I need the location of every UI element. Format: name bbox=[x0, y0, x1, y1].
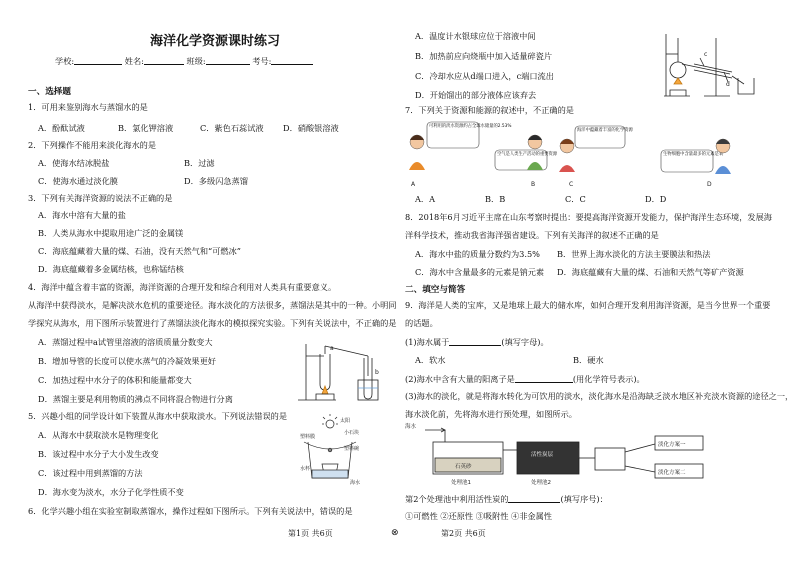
distillation-setup-figure bbox=[660, 28, 760, 100]
part-1: (1)海水属于 (填写字母)。 bbox=[405, 336, 549, 347]
name-input[interactable] bbox=[144, 56, 184, 65]
bubble-c: 海洋中蕴藏着丰富的化学资源 bbox=[577, 128, 633, 133]
option-b: B．增加导管的长度可以使水蒸气的冷凝效果更好 bbox=[38, 356, 216, 366]
seawater-pretreatment-figure bbox=[405, 422, 705, 488]
question-text: 洋科学技术，推动我省海洋强省建设。下列有关海洋的叙述不正确的是 bbox=[405, 230, 659, 240]
question-stem: 9．海洋是人类的宝库，又是地球上最大的储水库，如何合理开发利用海洋资源，是当今世界一个重要 bbox=[405, 300, 771, 310]
option-c: C．使海水通过淡化膜 bbox=[38, 176, 118, 186]
school-label: 学校: bbox=[55, 55, 75, 66]
question-text: 从海洋中获得淡水，是解决淡水危机的重要途径。海水淡化的方法很多，蒸馏法是其中的一种。小明同 bbox=[28, 300, 397, 310]
answer-blank-1[interactable] bbox=[449, 337, 501, 346]
label-plastic-film: 塑料膜 bbox=[300, 434, 316, 440]
option-a: A．海水中溶有大量的盐 bbox=[38, 210, 126, 220]
class-label: 班级: bbox=[186, 55, 206, 66]
name-label: 姓名: bbox=[124, 55, 144, 66]
option-d: D．D bbox=[645, 194, 667, 204]
question-stem: 6．化学兴趣小组在实验室制取蒸馏水，操作过程如下图所示。下列有关说法中，错误的是 bbox=[28, 506, 353, 516]
part-4: 第2个处理池中利用活性炭的 (填写序号)： bbox=[405, 493, 608, 504]
part-2: (2)海水中含有大量的阳离子是 (用化学符号表示)。 bbox=[405, 373, 645, 384]
solar-still-figure bbox=[300, 412, 368, 490]
option-c: C．紫色石蕊试液 bbox=[200, 123, 264, 133]
label-bowl: 塑料碗 bbox=[344, 446, 360, 452]
option-c: C．海底蕴藏着大量的煤、石油，没有天然气和“可燃冰” bbox=[38, 246, 241, 256]
person-c bbox=[559, 139, 575, 172]
question-text: 学探究从海水，用下图所示装置进行了蒸馏法淡化海水的模拟探究实验。下列有关说法中，不正确的是 bbox=[28, 318, 397, 328]
resources-dialogue-figure bbox=[405, 120, 735, 190]
option-c: C．加热过程中水分子的体积和能量都变大 bbox=[38, 375, 192, 385]
figure-label-d: D bbox=[707, 181, 712, 188]
option-b: B．B bbox=[485, 194, 506, 204]
label-pool-2: 处理池2 bbox=[531, 480, 551, 486]
section-heading: 一、选择题 bbox=[28, 87, 71, 97]
student-info-line bbox=[55, 56, 313, 65]
distillation-apparatus-figure bbox=[292, 336, 384, 404]
option-d: D．海底蕴藏有大量的煤、石油和天然气等矿产资源 bbox=[557, 267, 744, 277]
option-a: A．使海水结冰脱盐 bbox=[38, 158, 110, 168]
label-plan-2: 淡化方案二 bbox=[658, 470, 686, 476]
figure-label-c: C bbox=[569, 181, 574, 188]
option-b: B．人类从海水中提取用途广泛的金属镁 bbox=[38, 228, 184, 238]
options-list: ①可燃性 ②还原性 ③吸附性 ④非金属性 bbox=[405, 511, 552, 521]
label-c: c bbox=[704, 51, 708, 58]
label-a: a bbox=[330, 345, 334, 352]
option-d: D．蒸馏主要是利用物质的沸点不同将混合物进行分离 bbox=[38, 394, 233, 404]
label-sun: 太阳 bbox=[340, 418, 351, 424]
label-seawater: 海水 bbox=[350, 480, 361, 486]
number-input[interactable] bbox=[271, 56, 313, 65]
question-stem: 7．下列关于资源和能源的叙述中，不正确的是 bbox=[405, 105, 574, 115]
option-a: A．软水 bbox=[415, 355, 446, 365]
label-b: b bbox=[375, 369, 379, 376]
label-activated-carbon: 活性炭层 bbox=[531, 452, 554, 458]
school-input[interactable] bbox=[74, 56, 122, 65]
right-page bbox=[397, 0, 794, 561]
option-b: B．该过程中水分子大小发生改变 bbox=[38, 449, 159, 459]
option-b: B．加热前应向烧瓶中加入适量碎瓷片 bbox=[415, 51, 553, 61]
section-heading: 二、填空与简答 bbox=[405, 285, 466, 295]
question-stem: 4．海洋中蕴含着丰富的资源，海洋资源的合理开发和综合利用对人类具有重要意义。 bbox=[28, 282, 337, 292]
part-3: (3)海水的淡化，就是将海水转化为可饮用的淡水，淡化海水是沿海缺乏淡水地区补充淡水资源的途径之一， bbox=[405, 391, 794, 401]
option-a: A．蒸馏过程中a试管里溶液的溶质质量分数变大 bbox=[38, 337, 213, 347]
question-stem: 2．下列操作不能用来淡化海水的是 bbox=[28, 140, 157, 150]
bubble-a: 可利用的淡水资源约占全球水储量的2.53% bbox=[429, 124, 512, 129]
answer-blank-2[interactable] bbox=[515, 374, 573, 383]
label-seawater: 海水 bbox=[405, 424, 417, 430]
option-c: C．海水中含量最多的元素是钠元素 bbox=[415, 267, 545, 277]
option-d: D．多级闪急蒸馏 bbox=[184, 176, 248, 186]
question-stem: 8．2018年6月习近平主席在山东考察时提出：要提高海洋资源开发能力，保护海洋生态环境，发展海 bbox=[405, 212, 772, 222]
option-d: D．硝酸银溶液 bbox=[283, 123, 339, 133]
label-stone: 小石块 bbox=[344, 430, 360, 436]
option-d: D．海底蕴藏着多金属结核，也称锰结核 bbox=[38, 264, 184, 274]
option-a: A．海水中盐的质量分数约为3.5% bbox=[415, 249, 540, 259]
option-a: A．酚酞试液 bbox=[38, 123, 85, 133]
part-3-continued: 海水淡化前，先将海水进行预处理，如图所示。 bbox=[405, 409, 577, 419]
bubble-d: 生物细胞中含量最多的元素是氧 bbox=[663, 152, 724, 157]
question-stem: 5．兴趣小组的同学设计如下装置从海水中获取淡水。下列说法错误的是 bbox=[28, 411, 288, 421]
question-text: 的话题。 bbox=[405, 318, 438, 328]
page-footer: 第1页 共6页 bbox=[288, 529, 333, 538]
question-stem: 3．下列有关海洋资源的说法不正确的是 bbox=[28, 193, 173, 203]
figure-label-a: A bbox=[411, 181, 416, 188]
worksheet-title: 海洋化学资源课时练习 bbox=[150, 34, 281, 49]
label-pool-1: 处理池1 bbox=[451, 480, 471, 486]
page-separator-mark: ⊗ bbox=[391, 528, 399, 538]
question-stem: 1．可用来鉴别海水与蒸馏水的是 bbox=[28, 102, 148, 112]
page-footer: 第2页 共6页 bbox=[441, 529, 486, 538]
bubble-b: 空气是人类生产活动的重要资源 bbox=[497, 152, 558, 157]
option-b: B．过滤 bbox=[184, 158, 215, 168]
answer-blank-4[interactable] bbox=[508, 494, 560, 503]
option-a: A．A bbox=[415, 194, 436, 204]
option-b: B．氯化钾溶液 bbox=[118, 123, 174, 133]
option-c: C．该过程中用到蒸馏的方法 bbox=[38, 468, 143, 478]
option-c: C．C bbox=[565, 194, 586, 204]
class-input[interactable] bbox=[206, 56, 250, 65]
option-b: B．硬水 bbox=[573, 355, 604, 365]
figure-label-b: B bbox=[531, 181, 536, 188]
option-d: D．开始馏出的部分液体应该弃去 bbox=[415, 90, 537, 100]
person-a bbox=[409, 135, 425, 170]
option-a: A．温度计水银球应位于溶液中间 bbox=[415, 31, 536, 41]
label-d: d bbox=[726, 81, 730, 88]
option-a: A．从海水中获取淡水是物理变化 bbox=[38, 430, 159, 440]
option-d: D．海水变为淡水，水分子化学性质不变 bbox=[38, 487, 184, 497]
label-plan-1: 淡化方案一 bbox=[658, 442, 686, 448]
option-b: B．世界上海水淡化的方法主要膜法和热法 bbox=[557, 249, 711, 259]
number-label: 考号: bbox=[252, 55, 272, 66]
option-c: C．冷却水应从d端口进入，c端口流出 bbox=[415, 71, 554, 81]
label-cup: 水杯 bbox=[300, 466, 311, 472]
label-quartz-sand: 石英砂 bbox=[455, 464, 472, 470]
